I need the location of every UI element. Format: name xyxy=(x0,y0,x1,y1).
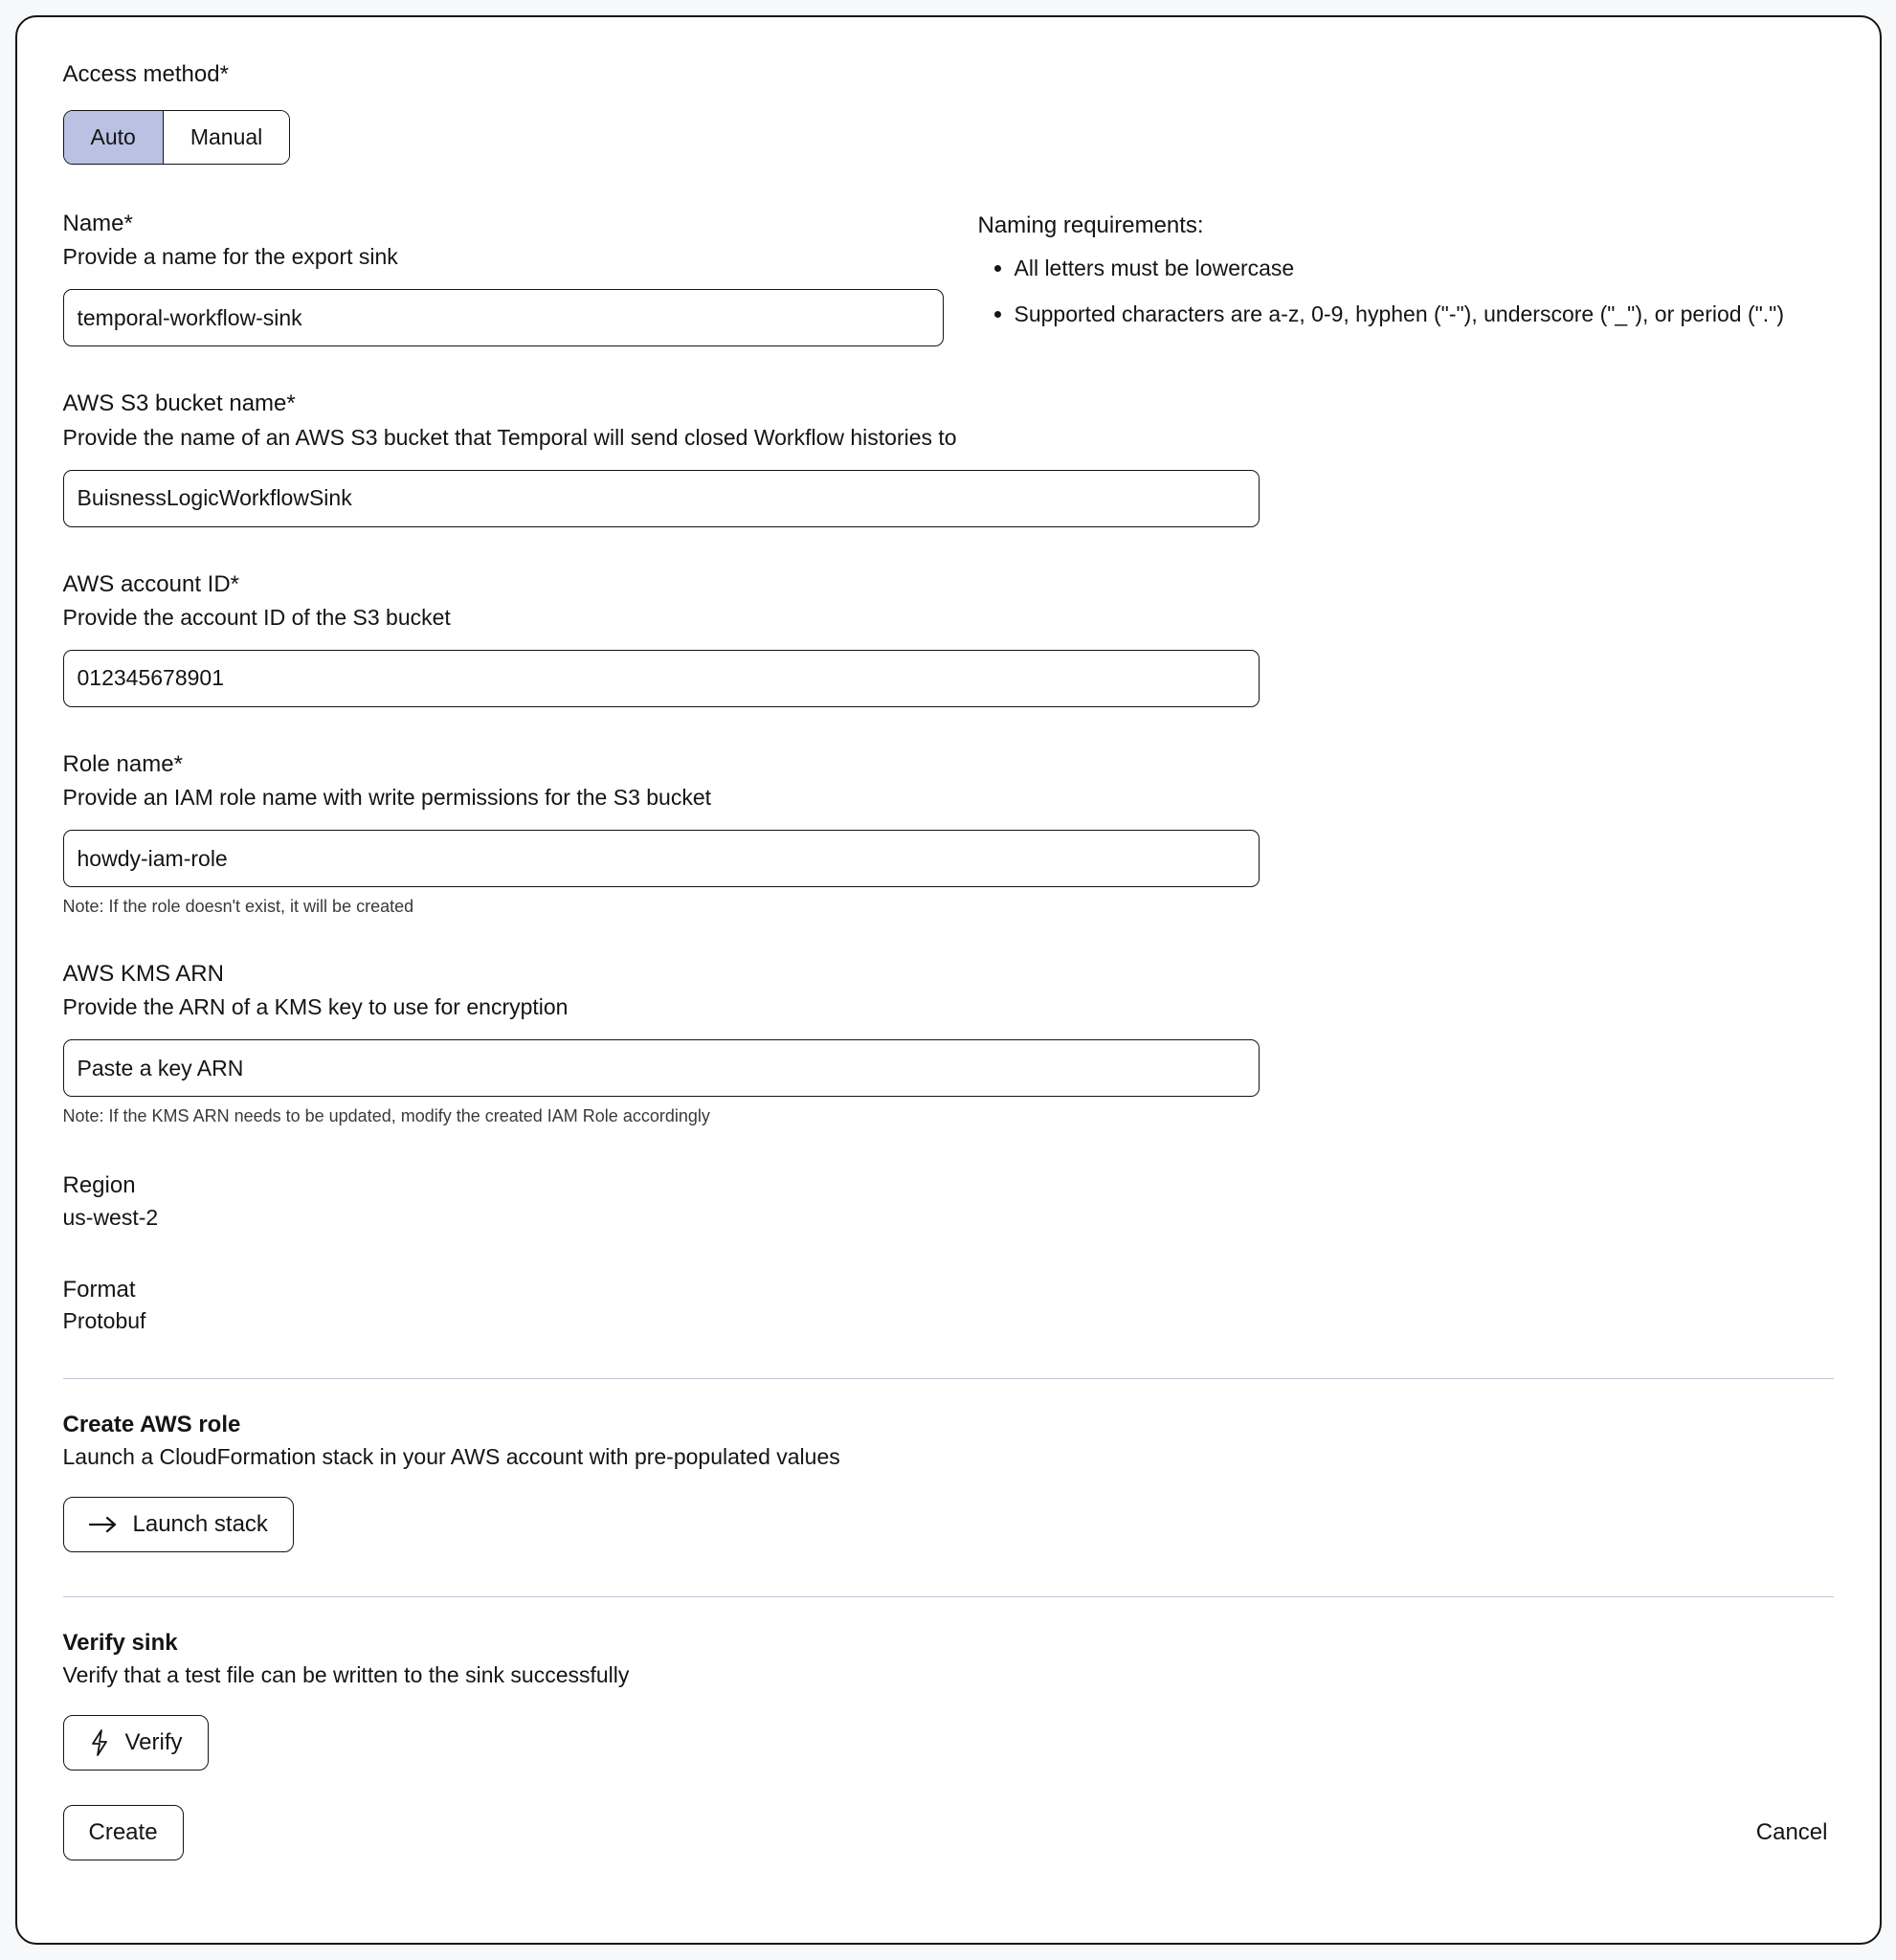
kms-field-note: Note: If the KMS ARN needs to be updated, modify the created IAM Role accordingly xyxy=(62,1106,710,1126)
export-sink-form-card xyxy=(15,15,1882,1945)
lightning-bolt-icon xyxy=(89,1729,110,1756)
name-input[interactable] xyxy=(63,289,944,346)
access-method-section xyxy=(63,59,1834,165)
bucket-field-group xyxy=(63,389,1834,526)
create-button[interactable]: Create xyxy=(63,1805,184,1860)
form-footer xyxy=(63,1805,1834,1860)
role-name-input[interactable] xyxy=(63,830,1260,887)
name-field-group xyxy=(63,209,953,346)
account-id-input[interactable] xyxy=(63,650,1260,707)
verify-sink-section xyxy=(63,1630,1834,1771)
role-field-note: Note: If the role doesn't exist, it will be created xyxy=(62,897,414,917)
region-value: us-west-2 xyxy=(62,1204,159,1230)
kms-field-label: AWS KMS ARN xyxy=(62,961,224,988)
verify-sink-description: Verify that a test file can be written to the sink successfully xyxy=(62,1661,630,1687)
kms-field-group xyxy=(63,959,1834,1126)
bucket-field-label: AWS S3 bucket name* xyxy=(62,390,296,417)
bucket-field-description: Provide the name of an AWS S3 bucket that Temporal will send closed Workflow histories to xyxy=(62,424,957,450)
access-method-toggle-group[interactable] xyxy=(63,110,291,165)
verify-sink-title: Verify sink xyxy=(62,1629,178,1656)
verify-button[interactable] xyxy=(63,1715,209,1771)
naming-requirements xyxy=(978,209,1834,346)
region-label: Region xyxy=(62,1172,136,1199)
naming-requirements-title: Naming requirements: xyxy=(977,212,1204,239)
account-field-description: Provide the account ID of the S3 bucket xyxy=(62,604,451,630)
cancel-button[interactable]: Cancel xyxy=(1751,1818,1834,1847)
region-group xyxy=(63,1170,1834,1230)
launch-stack-button[interactable] xyxy=(63,1497,294,1552)
name-and-requirements-row xyxy=(63,209,1834,346)
access-method-option-manual[interactable]: Manual xyxy=(163,111,289,164)
name-field-label: Name* xyxy=(62,211,133,237)
bucket-input[interactable] xyxy=(63,470,1260,527)
format-value: Protobuf xyxy=(62,1307,146,1333)
create-aws-role-description: Launch a CloudFormation stack in your AWS account with pre-populated values xyxy=(62,1443,840,1469)
divider-above-verify-sink xyxy=(63,1596,1834,1597)
naming-requirements-list xyxy=(978,253,1834,330)
format-label: Format xyxy=(62,1276,136,1303)
naming-requirement-item: • All letters must be lowercase xyxy=(1015,253,1834,284)
kms-field-description: Provide the ARN of a KMS key to use for encryption xyxy=(62,994,569,1020)
launch-stack-button-label: Launch stack xyxy=(132,1510,268,1537)
access-method-label: Access method* xyxy=(62,61,229,87)
verify-button-label: Verify xyxy=(124,1728,183,1755)
account-field-label: AWS account ID* xyxy=(62,570,240,597)
divider-above-create-role xyxy=(63,1378,1834,1379)
account-field-group xyxy=(63,569,1834,707)
naming-requirement-item: • Supported characters are a-z, 0-9, hyphen ("-"), underscore ("_"), or period (".") xyxy=(1015,299,1834,330)
name-field-description: Provide a name for the export sink xyxy=(62,244,398,270)
create-aws-role-title: Create AWS role xyxy=(62,1411,241,1437)
kms-arn-input[interactable] xyxy=(63,1039,1260,1097)
create-aws-role-section xyxy=(63,1412,1834,1552)
role-field-group xyxy=(63,749,1834,917)
arrow-right-icon xyxy=(89,1515,118,1534)
format-group xyxy=(63,1275,1834,1334)
role-field-label: Role name* xyxy=(62,750,183,777)
access-method-option-auto[interactable]: Auto xyxy=(64,111,163,164)
role-field-description: Provide an IAM role name with write permissions for the S3 bucket xyxy=(62,785,712,811)
